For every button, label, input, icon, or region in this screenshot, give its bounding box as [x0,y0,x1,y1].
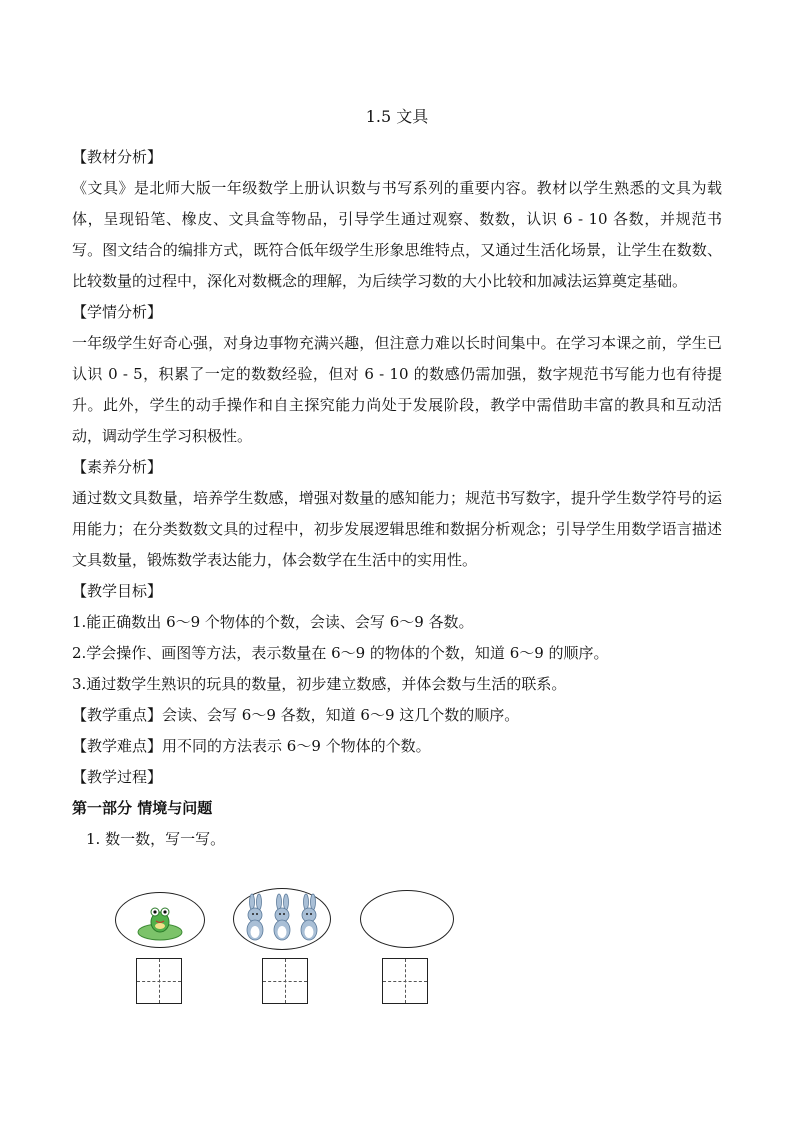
learner-paragraph: 一年级学生好奇心强，对身边事物充满兴趣，但注意力难以长时间集中。在学习本课之前，学生已认识 0 - 5，积累了一定的数数经验，但对 6 - 10 的数感仍需加强，数字规范书写能力也有待提升。此外，学生的动手操作和自主探究能力尚处于发展阶段，教学中需借助丰富的教具和互动活动，调动学生学习积极性。 [72,334,722,445]
document-body [72,142,722,855]
oval-rabbits [233,888,331,950]
section-heading-goals: 【教学目标】 [72,582,163,600]
section-heading-analysis: 【教材分析】 [72,148,163,166]
part-one-heading: 第一部分 情境与问题 [72,799,213,817]
document-title: 1.5 文具 [365,107,429,126]
section-heading-learner: 【学情分析】 [72,303,163,321]
difficulty-text: 用不同的方法表示 6～9 个物体的个数。 [162,737,431,755]
section-heading-process: 【教学过程】 [72,768,163,786]
difficulty-label: 【教学难点】 [72,737,163,755]
counting-exercise-figure [0,884,794,1014]
goal-item: 2.学会操作、画图等方法，表示数量在 6～9 的物体的个数，知道 6～9 的顺序。 [72,644,609,662]
literacy-paragraph: 通过数文具数量，培养学生数感，增强对数量的感知能力；规范书写数字，提升学生数学符号的运用能力；在分类数数文具的过程中，初步发展逻辑思维和数据分析观念；引导学生用数学语言描述文具数量，锻炼数学表达能力，体会数学在生活中的实用性。 [72,489,722,569]
writing-grid[interactable] [262,958,308,1004]
difficulty-line [72,731,722,762]
analysis-paragraph: 《文具》是北师大版一年级数学上册认识数与书写系列的重要内容。教材以学生熟悉的文具为载体，呈现铅笔、橡皮、文具盒等物品，引导学生通过观察、数数，认识 6 - 10 各数，并规范书写。图文结合的编排方式，既符合低年级学生形象思维特点，又通过生活化场景，让学生在数数、比较数量的过程中，深化对数概念的理解，为后续学习数的大小比较和加减法运算奠定基础。 [72,179,722,290]
key-point-line [72,700,722,731]
oval-frog [115,892,205,948]
rabbits-icon [235,890,329,948]
oval-empty [360,890,454,948]
frog-icon [117,894,203,946]
goal-item: 3.通过数学生熟识的玩具的数量，初步建立数感，并体会数与生活的联系。 [72,675,567,693]
goal-item: 1.能正确数出 6～9 个物体的个数，会读、会写 6～9 各数。 [72,613,474,631]
key-point-text: 会读、会写 6～9 各数，知道 6～9 这几个数的顺序。 [162,706,520,724]
writing-grid[interactable] [382,958,428,1004]
key-point-label: 【教学重点】 [72,706,163,724]
writing-grid[interactable] [136,958,182,1004]
section-heading-literacy: 【素养分析】 [72,458,163,476]
exercise-one-prompt: 1. 数一数，写一写。 [86,830,226,848]
